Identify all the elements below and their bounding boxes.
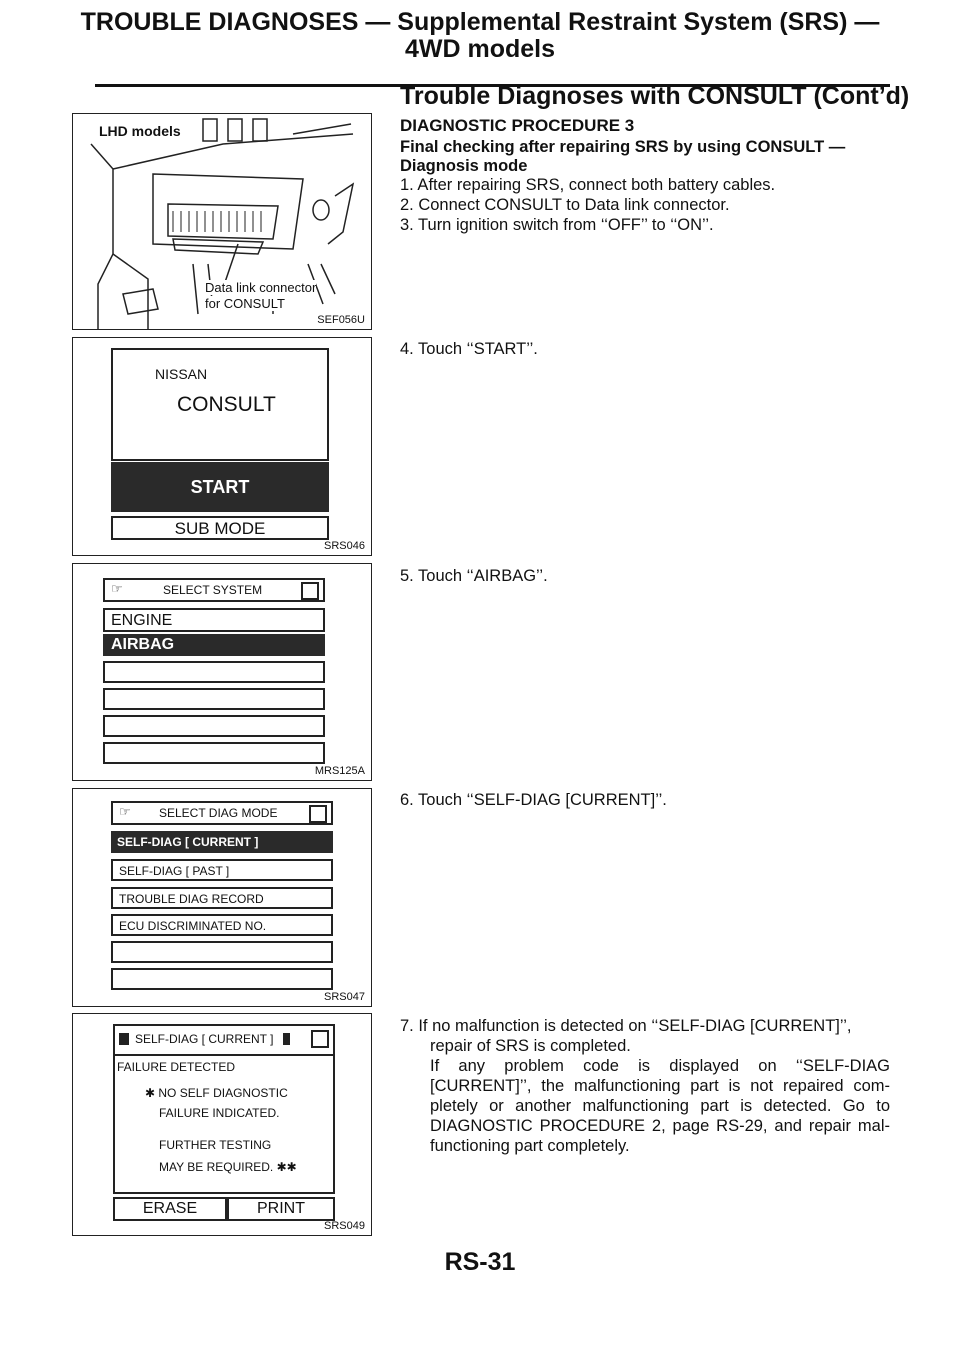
figure-select-system: [72, 563, 372, 781]
header-title-line2: 4WD models: [404, 35, 556, 63]
hand-icon: ☞: [119, 804, 131, 819]
erase-button[interactable]: ERASE: [113, 1197, 227, 1221]
procedure-title: DIAGNOSTIC PROCEDURE 3: [400, 116, 635, 135]
step-6: 6. Touch ‘‘SELF-DIAG [CURRENT]’’.: [400, 791, 667, 809]
self-diag-current-title: SELF-DIAG [ CURRENT ]: [135, 1032, 274, 1046]
step-5: 5. Touch ‘‘AIRBAG’’.: [400, 567, 548, 585]
indicator-square-icon: [119, 1033, 129, 1045]
step-3: 3. Turn ignition switch from ‘‘OFF’’ to ‘‘ON’’.: [400, 216, 714, 234]
step-7-line3: If any problem code is displayed on ‘‘SELF-DIAG: [430, 1057, 890, 1075]
figure-select-diag-mode: [72, 788, 372, 1007]
step-7-line7: functioning part completely.: [430, 1137, 630, 1155]
print-button[interactable]: PRINT: [227, 1197, 335, 1221]
result-line3: FURTHER TESTING: [159, 1138, 272, 1152]
page-number: RS-31: [444, 1248, 516, 1276]
select-diag-header: [111, 801, 333, 825]
empty-item[interactable]: [103, 742, 325, 764]
sub-mode-button[interactable]: SUB MODE: [111, 516, 329, 540]
ecu-discriminated-item[interactable]: ECU DISCRIMINATED NO.: [111, 914, 333, 936]
self-diag-result-box: [113, 1024, 335, 1194]
section-subtitle: Trouble Diagnoses with CONSULT (Cont’d): [400, 82, 910, 110]
step-7-line2: repair of SRS is completed.: [430, 1037, 631, 1055]
checkbox-icon: [301, 582, 319, 600]
empty-item[interactable]: [111, 968, 333, 990]
trouble-diag-record-item[interactable]: TROUBLE DIAG RECORD: [111, 887, 333, 909]
consult-title: CONSULT: [177, 393, 276, 416]
failure-detected-label: FAILURE DETECTED: [117, 1060, 236, 1074]
figure-consult-start: [72, 337, 372, 556]
figure-code: SEF056U: [317, 314, 365, 326]
select-diag-title: SELECT DIAG MODE: [159, 806, 278, 820]
empty-item[interactable]: [103, 661, 325, 683]
procedure-subtitle-line2: Diagnosis mode: [400, 157, 528, 175]
figure-code: SRS049: [324, 1220, 365, 1232]
step-1: 1. After repairing SRS, connect both battery cables.: [400, 176, 776, 194]
empty-item[interactable]: [103, 688, 325, 710]
self-diag-current-item[interactable]: SELF-DIAG [ CURRENT ]: [111, 831, 333, 853]
start-button[interactable]: START: [111, 462, 329, 512]
step-2: 2. Connect CONSULT to Data link connector.: [400, 196, 730, 214]
procedure-subtitle-line1: Final checking after repairing SRS by using CONSULT —: [400, 138, 846, 156]
label-connector-line1: Data link connector: [205, 280, 317, 295]
empty-item[interactable]: [111, 941, 333, 963]
label-connector-line2: for CONSULT: [205, 296, 285, 311]
checkbox-icon: [311, 1030, 329, 1048]
step-4: 4. Touch ‘‘START’’.: [400, 340, 538, 358]
hand-icon: ☞: [111, 581, 123, 596]
label-lhd-models: LHD models: [99, 123, 181, 139]
consult-brand: NISSAN: [155, 366, 208, 382]
figure-dashboard: [72, 113, 372, 330]
consult-title-box: [111, 348, 329, 461]
step-7-line6: DIAGNOSTIC PROCEDURE 2, page RS-29, and repair mal-: [430, 1117, 890, 1135]
checkbox-icon: [309, 805, 327, 823]
step-7-line4: [CURRENT]’’, the malfunctioning part is not repaired com-: [430, 1077, 890, 1095]
header-title-line1: TROUBLE DIAGNOSES — Supplemental Restraint System (SRS) —: [80, 8, 880, 36]
step-7-line1: 7. If no malfunction is detected on ‘‘SELF-DIAG [CURRENT]’’,: [400, 1017, 852, 1035]
empty-item[interactable]: [103, 715, 325, 737]
airbag-item[interactable]: AIRBAG: [103, 634, 325, 656]
select-system-header: [103, 578, 325, 602]
self-diag-past-item[interactable]: SELF-DIAG [ PAST ]: [111, 859, 333, 881]
step-7-line5: pletely or another malfunctioning part is detected. Go to: [430, 1097, 890, 1115]
engine-item[interactable]: ENGINE: [103, 608, 325, 632]
figure-code: SRS046: [324, 540, 365, 552]
figure-code: SRS047: [324, 991, 365, 1003]
figure-code: MRS125A: [314, 765, 365, 777]
result-line4: MAY BE REQUIRED. ✱✱: [159, 1160, 297, 1174]
result-line1: ✱ NO SELF DIAGNOSTIC: [145, 1086, 288, 1100]
figure-self-diag-result: [72, 1013, 372, 1236]
result-line2: FAILURE INDICATED.: [159, 1106, 280, 1120]
select-system-title: SELECT SYSTEM: [163, 583, 263, 597]
indicator-bar-icon: [283, 1033, 290, 1045]
divider: [115, 1054, 333, 1056]
